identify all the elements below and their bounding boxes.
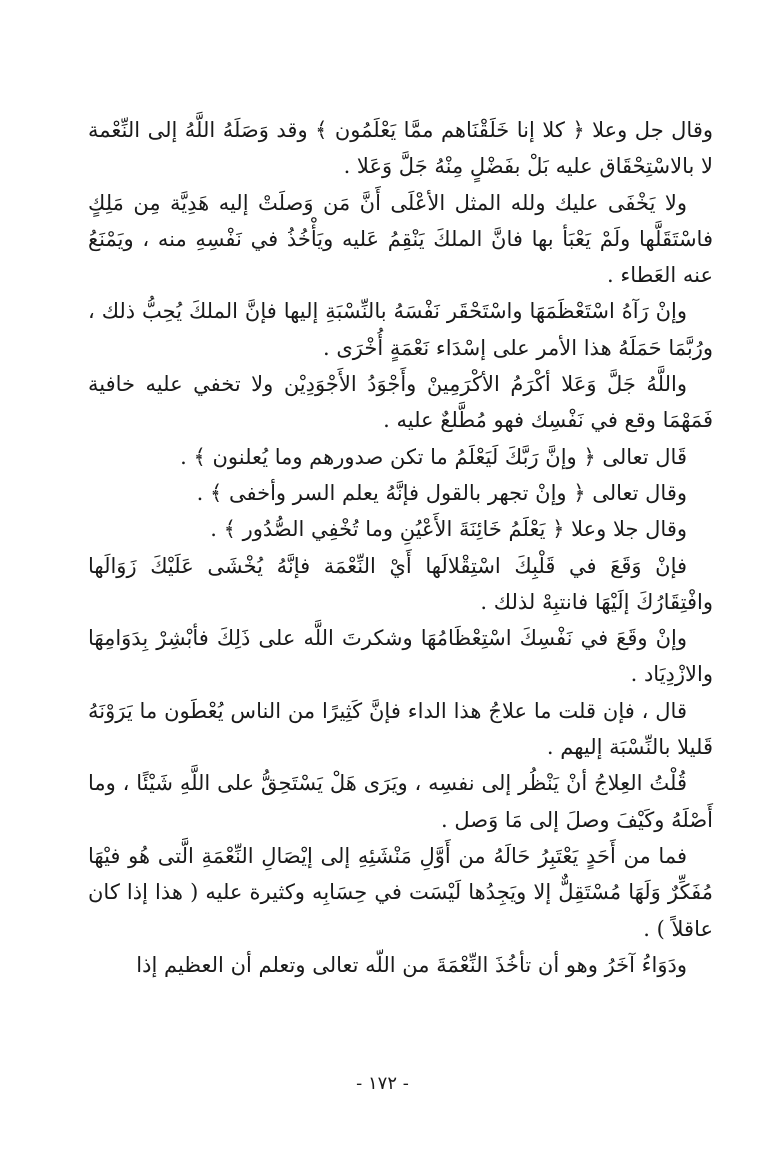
paragraph-1: وقال جل وعلا ﴿ كلا إنا خَلَقْنَاهم ممَّا يَعْلَمُون ﴾ وقد وَصَلَهُ اللَّهُ إلى النِّعْمة لا بالاسْتِحْقَاق عليه بَلْ بفَضْلٍ مِنْهُ جَلَّ وَعَلا . xyxy=(88,118,713,179)
paragraph-13: ودَوَاءُ آخَرُ وهو أن تأخُذَ النِّعْمَةَ من اللّه تعالى وتعلم أن العظيم إذا xyxy=(136,952,687,977)
page-number: - ١٧٢ - xyxy=(356,1073,409,1094)
paragraph-8: فإنْ وَقَعَ في قَلْبِكَ اسْتِقْلالَها أَيْ النِّعْمَة فإنَّهُ يُخْشَى عَلَيْكَ زَوَالَها وافْتِقَارُكَ إلَيْهَا فانتبِهْ لذلك . xyxy=(88,553,713,614)
paragraph-5: قَال تعالى ﴿ وإنَّ رَبَّكَ لَيَعْلَمُ ما تكن صدورهم وما يُعلنون ﴾ . xyxy=(180,444,687,469)
paragraph-10: قال ، فإن قلت ما علاجُ هذا الداء فإنَّ كَثِيرًا من الناس يُعْطَون ما يَرَوْنَهُ قَليلا بالنِّسْبَة إليهم . xyxy=(88,698,713,760)
paragraph-12: فما من أَحَدٍ يَعْتَبِرُ حَالَهُ من أَوَّلِ مَنْشَئِهِ إلى إيْصَالِ النِّعْمَةِ الَّتى هُو فيْهَا مُفَكِّرٌ وَلَهَا مُسْتَقِلٌّ إلا ويَجِدُها لَيْسَت في حِسَابِه وكثيرة عليه ( هذا إذا كان عاقلاً ) . xyxy=(88,843,713,941)
paragraph-6: وقال تعالى ﴿ وإنْ تجهر بالقول فإنَّهُ يعلم السر وأخفى ﴾ . xyxy=(196,480,687,505)
paragraph-3: وإنْ رَآهُ اسْتَعْظَمَهَا واسْتَحْقَر نَفْسَهُ بالنِّسْبَةِ إليها فإنَّ الملكَ يُحِبُّ ذلك ، ورُبَّمَا حَمَلَهُ هذا الأمر على إسْدَاء نَعْمَةٍ أُخْرَى . xyxy=(88,299,713,360)
paragraph-7: وقال جلا وعلا ﴿ يَعْلَمُ خَائِنَةَ الأَعْيُنِ وما تُخْفِي الصُّدُور ﴾ . xyxy=(210,517,687,542)
paragraph-4: واللَّهُ جَلَّ وَعَلا أكْرَمُ الأكْرَمِينْ وأَجْوَدُ الأَجْوَدِيْن ولا تخفي عليه خافية فَمَهْمَا وقع في نَفْسِك فهو مُطَّلعٌ عليه . xyxy=(88,372,713,433)
paragraph-2: ولا يَخْفَى عليك ولله المثل الأعْلَى أَنَّ مَن وَصلَتْ إليه هَدِيَّة مِن مَلِكٍ فاسْتَقَلَّها ولَمْ يَعْبَأ بها فانَّ الملكَ يَنْقِمُ عَليه ويَأْخُذُ في نَفْسِهِ منه ، ويَمْنَعُ عنه العَطاء . xyxy=(88,190,713,288)
body-text xyxy=(88,112,713,983)
paragraph-11: قُلْتُ العِلاجُ أنْ يَنْظُر إلى نفسِه ، ويَرَى هَلْ يَسْتَحِقُّ على اللَّهِ شَيْئًا ، وما أَصْلَهُ وكَيْفَ وصلَ إلى مَا وَصل . xyxy=(88,771,713,832)
paragraph-9: وإنْ وقَعَ في نَفْسِكَ اسْتِعْظَامُهَا وشكرتَ اللَّه على ذَلِكَ فأبْشِرْ بِدَوَامِهَا والازْدِيَاد . xyxy=(88,626,713,687)
